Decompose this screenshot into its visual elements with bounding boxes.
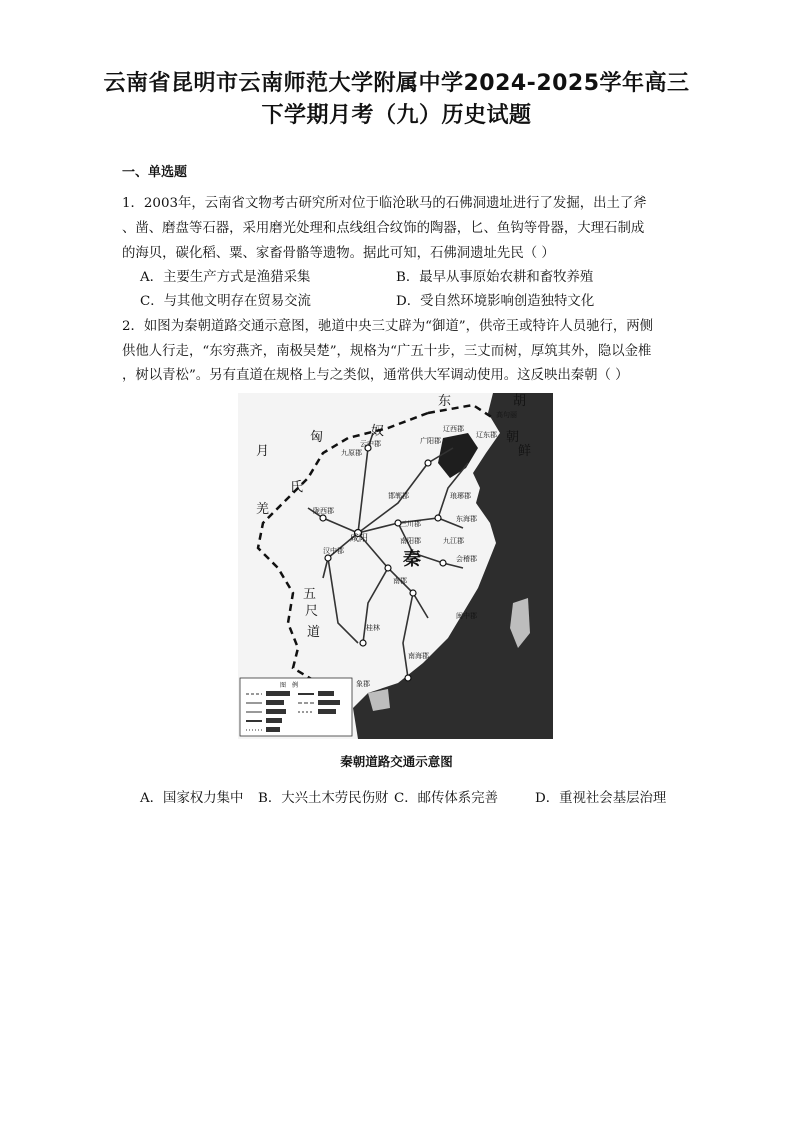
section-heading: 一、单选题 (122, 165, 188, 180)
q1-stem-line3: 的海贝，碳化稻、粟、家畜骨骼等遗物。据此可知，石佛洞遗址先民（ ） (122, 246, 555, 261)
q2-option-b[interactable]: B．大兴土木劳民伤财 (258, 791, 389, 806)
map-label-longxi: 陇西郡 (313, 507, 334, 515)
map-label-donghai: 东海郡 (456, 515, 477, 523)
map-label-liaodong: 辽东郡 (476, 431, 497, 439)
map-label-qiang: 羌 (256, 502, 270, 517)
map-label-hanzhong: 汉中郡 (323, 547, 344, 555)
q1-option-d[interactable]: D．受自然环境影响创造独特文化 (396, 294, 595, 309)
map-label-liaoxi: 辽西郡 (443, 425, 464, 433)
map-label-handan: 邯郸郡 (388, 492, 409, 500)
map-label-minzhong: 闽中郡 (456, 612, 477, 620)
map-legend (240, 678, 352, 736)
map-label-donghu: 东 (438, 394, 452, 409)
q1-option-b[interactable]: B．最早从事原始农耕和畜牧养殖 (396, 270, 594, 285)
page-title-line1: 云南省昆明市云南师范大学附属中学2024-2025学年高三 (103, 71, 690, 96)
map-caption: 秦朝道路交通示意图 (340, 754, 453, 769)
map-label-xian: 鲜 (518, 444, 532, 459)
map-label-dao: 道 (307, 625, 321, 640)
q2-stem-line2: 供他人行走，“东穷燕齐，南极吴楚”，规格为“广五十步，三丈而树，厚筑其外，隐以金椎 (122, 344, 652, 359)
map-label-yue: 月 (256, 444, 270, 459)
map-label-xianyang: 咸阳 (350, 534, 369, 544)
map-label-nanhai: 南海郡 (408, 652, 429, 660)
map-label-kuaiji: 会稽郡 (456, 555, 477, 563)
map-label-chao: 朝 (506, 430, 520, 445)
map-label-xiong: 匈 (310, 430, 324, 445)
qin-road-map-svg (238, 393, 553, 739)
map-label-chi: 尺 (305, 604, 319, 619)
map-label-wu: 五 (303, 587, 317, 602)
map-label-qin: 秦 (403, 549, 421, 570)
q2-option-a[interactable]: A．国家权力集中 (140, 791, 244, 806)
map-label-hu: 胡 (513, 394, 527, 409)
q2-stem-line3: ，树以青松”。另有直道在规格上与之类似，通常供大军调动使用。这反映出秦朝（ ） (122, 368, 629, 383)
map-label-shi: 氏 (290, 480, 304, 495)
page-title-line2: 下学期月考（九）历史试题 (261, 103, 532, 128)
map-label-gaogouli: 高句丽 (496, 411, 517, 419)
map-label-xiang: 象郡 (356, 680, 370, 688)
map-label-nanjun: 南郡 (393, 577, 407, 585)
map-label-nu: 奴 (371, 424, 385, 439)
q2-stem-line1: 2．如图为秦朝道路交通示意图，驰道中央三丈辟为“御道”，供帝王或特许人员驰行，两侧 (122, 319, 654, 334)
q2-option-c[interactable]: C．邮传体系完善 (394, 791, 498, 806)
map-label-jiuyuan: 九原郡 (341, 449, 362, 457)
map-label-guangyang: 广阳郡 (420, 437, 441, 445)
qin-road-map (238, 393, 553, 739)
q2-option-d[interactable]: D．重视社会基层治理 (535, 791, 667, 806)
q1-option-c[interactable]: C．与其他文明存在贸易交流 (140, 294, 311, 309)
map-label-jiujiang: 九江郡 (443, 537, 464, 545)
map-label-yunzhong: 云中郡 (360, 440, 381, 448)
q1-stem-line2: 、凿、磨盘等石器，采用磨光处理和点线组合纹饰的陶器，匕、鱼钩等骨器，大理石制成 (122, 221, 645, 236)
map-label-sanchuan: 三川郡 (400, 520, 421, 528)
map-label-langya: 琅琊郡 (450, 492, 471, 500)
map-legend-title: 图 例 (280, 682, 299, 689)
q1-stem-line1: 1．2003年，云南省文物考古研究所对位于临沧耿马的石佛洞遗址进行了发掘，出土了斧 (122, 196, 647, 211)
q1-option-a[interactable]: A．主要生产方式是渔猎采集 (140, 270, 311, 285)
map-label-guilin: 桂林 (366, 624, 380, 632)
map-label-nanyang: 南阳郡 (400, 537, 421, 545)
